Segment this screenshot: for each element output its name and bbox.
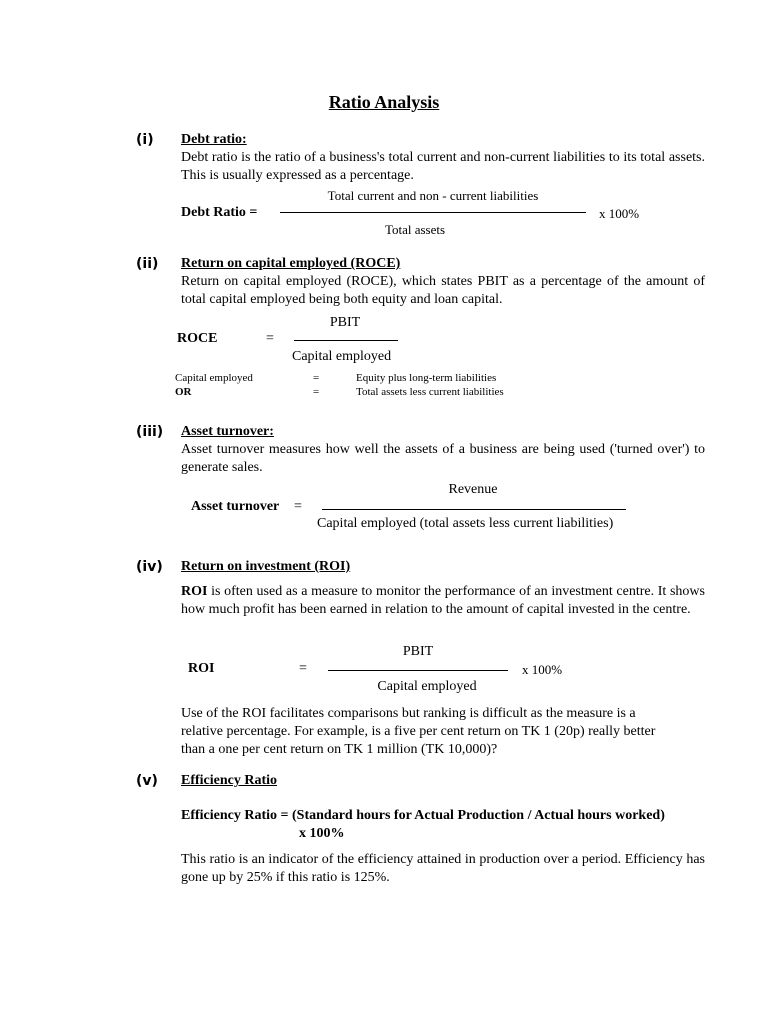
asset-turnover-label: Asset turnover bbox=[191, 499, 280, 514]
asset-turnover-description: Asset turnover measures how well the assets of a business are being used ('turned over') to generate sales. bbox=[181, 442, 705, 475]
roi-description-text: is often used as a measure to monitor the performance of an investment centre. It shows how much profit has been earned in relation to the amount of capital invested in the centre. bbox=[181, 584, 705, 617]
roce-fraction-line bbox=[294, 340, 398, 341]
section-number: (iv) bbox=[136, 559, 163, 575]
roce-denominator: Capital employed bbox=[292, 349, 392, 364]
roce-def-term: Capital employed bbox=[175, 372, 253, 384]
roce-numerator: PBIT bbox=[329, 315, 361, 330]
asset-turnover-equals: = bbox=[294, 499, 302, 514]
efficiency-ratio-multiplier: x 100% bbox=[299, 826, 345, 841]
roce-description: Return on capital employed (ROCE), which states PBIT as a percentage of the amount of total capital employed being both equity and loan capital. bbox=[181, 274, 705, 307]
section-heading-efficiency-ratio: Efficiency Ratio bbox=[181, 773, 278, 788]
roce-label: ROCE bbox=[177, 331, 218, 346]
debt-ratio-description: Debt ratio is the ratio of a business's total current and non-current liabilities to its total assets. This is usually expressed as a percentage. bbox=[181, 150, 705, 183]
section-number: (v) bbox=[136, 773, 158, 789]
debt-ratio-fraction-line bbox=[280, 212, 586, 213]
page-title: Ratio Analysis bbox=[328, 92, 440, 112]
section-heading-roi: Return on investment (ROI) bbox=[181, 559, 351, 574]
roi-label: ROI bbox=[188, 661, 215, 676]
roi-equals: = bbox=[299, 661, 307, 676]
roi-note: Use of the ROI facilitates comparisons but ranking is difficult as the measure is a relative percentage. For example, is a five per cent return on TK 1 (20p) really better than a one per cent return on TK 1 million (TK 10,000)? bbox=[181, 706, 656, 757]
roce-def-value: Equity plus long-term liabilities bbox=[356, 372, 497, 384]
section-number: (i) bbox=[136, 132, 154, 148]
roce-def-value: Total assets less current liabilities bbox=[356, 386, 504, 398]
roi-denominator: Capital employed bbox=[377, 679, 477, 694]
section-number: (iii) bbox=[136, 424, 164, 440]
debt-ratio-denominator: Total assets bbox=[384, 222, 446, 237]
section-number: (ii) bbox=[136, 256, 159, 272]
debt-ratio-suffix: x 100% bbox=[599, 206, 640, 221]
asset-turnover-numerator: Revenue bbox=[448, 482, 498, 497]
roi-fraction-line bbox=[328, 670, 508, 671]
efficiency-ratio-formula: Efficiency Ratio = (Standard hours for Actual Production / Actual hours worked) bbox=[181, 808, 665, 823]
roi-suffix: x 100% bbox=[522, 662, 563, 677]
roi-term: ROI bbox=[181, 584, 208, 599]
roce-def-equals: = bbox=[313, 372, 320, 384]
asset-turnover-fraction-line bbox=[322, 509, 626, 510]
section-heading-debt-ratio: Debt ratio: bbox=[181, 132, 247, 147]
roi-description bbox=[181, 583, 705, 619]
debt-ratio-numerator: Total current and non - current liabilities bbox=[327, 188, 539, 203]
section-heading-asset-turnover: Asset turnover: bbox=[181, 424, 274, 439]
roi-numerator: PBIT bbox=[402, 644, 434, 659]
asset-turnover-denominator: Capital employed (total assets less current liabilities) bbox=[317, 516, 614, 531]
section-heading-roce: Return on capital employed (ROCE) bbox=[181, 256, 401, 271]
efficiency-ratio-description: This ratio is an indicator of the efficiency attained in production over a period. Efficiency has gone up by 25% if this ratio is 125%. bbox=[181, 852, 705, 885]
roce-def-or: OR bbox=[175, 386, 192, 398]
roce-equals: = bbox=[266, 331, 274, 346]
roce-def-equals: = bbox=[313, 386, 320, 398]
debt-ratio-label: Debt Ratio = bbox=[181, 205, 258, 220]
